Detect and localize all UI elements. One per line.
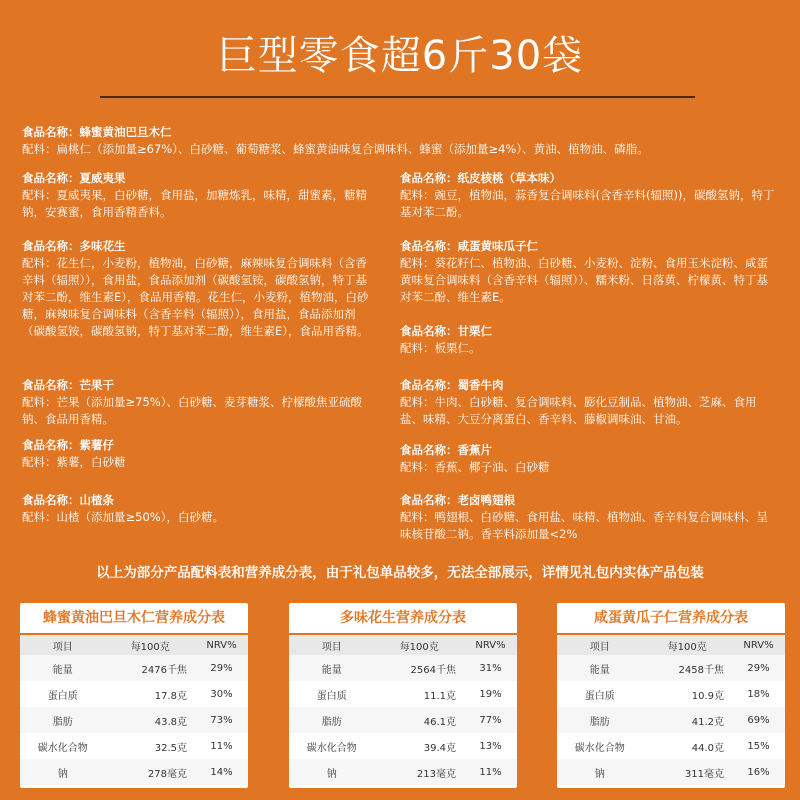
table-row [289, 733, 517, 759]
cell-nrv: 14% [195, 759, 248, 785]
table-row [289, 655, 517, 681]
product-name: 食品名称：芒果干 [22, 378, 114, 392]
table-row [20, 759, 248, 785]
col-header-per100g: 每100克 [105, 635, 195, 655]
product-ingredients: 配料：豌豆，植物油，蒜香复合调味料(含香辛料(辐照))，碳酸氢钠，特丁基对苯二酚。 [400, 188, 775, 219]
product-name: 食品名称：蜂蜜黄油巴旦木仁 [22, 125, 172, 139]
cell-item: 蛋白质 [584, 690, 615, 702]
col-header-item: 项目 [20, 635, 105, 655]
table-row [289, 759, 517, 785]
product-ingredients: 配料：夏威夷果，白砂糖，食用盐，加糖炼乳，味精，甜蜜素，糖精钠，安赛蜜，食用香精香料。 [22, 188, 367, 219]
product-ingredients: 配料：紫薯，白砂糖 [22, 455, 126, 469]
product-ingredients: 配料：牛肉、白砂糖、复合调味料、膨化豆制品、植物油、芝麻、食用盐、味精、大豆分离蛋白、香辛料、藤椒调味油、甘油。 [400, 395, 757, 426]
product-ingredients: 配料：扁桃仁（添加量≥67%）、白砂糖、葡萄糖浆、蜂蜜黄油味复合调味料、蜂蜜（添加量≥4%）、黄油、植物油、磷脂。 [22, 142, 649, 156]
product-entry-banana [400, 442, 775, 476]
cell-item: 碳水化合物 [37, 742, 88, 754]
cell-item: 碳水化合物 [306, 742, 357, 754]
cell-nrv: 13% [479, 740, 502, 752]
col-header-nrv: NRV% [732, 635, 785, 655]
cell-item: 能量 [20, 655, 105, 681]
disclaimer-note: 以上为部分产品配料表和营养成分表，由于礼包单品较多，无法全部展示，详情见礼包内实体产品包装 [96, 565, 704, 581]
col-header-per100g: 每100克 [642, 635, 732, 655]
cell-nrv: 29% [195, 655, 248, 681]
product-ingredients: 配料：板栗仁。 [400, 341, 481, 355]
cell-nrv: 69% [732, 707, 785, 733]
nutrition-grid [289, 635, 517, 785]
col-header-item: 项目 [289, 635, 374, 655]
col-header-per100g: 每100克 [374, 635, 464, 655]
table-row [20, 681, 248, 707]
product-name: 食品名称：香蕉片 [400, 443, 492, 457]
product-entry-almond [22, 124, 762, 158]
cell-value: 213毫克 [374, 759, 464, 785]
nutrition-grid [20, 635, 248, 785]
cell-item: 脂肪 [557, 707, 642, 733]
product-entry-purple-potato [22, 437, 372, 471]
product-ingredients: 配料：鸭翅根、白砂糖、食用盐、味精、植物油、香辛料复合调味料、呈味核苷酸二钠。香辛料添加量<2% [400, 510, 768, 541]
product-name: 食品名称：咸蛋黄味瓜子仁 [400, 239, 538, 253]
cell-value: 11.1克 [423, 690, 456, 702]
col-header-nrv: NRV% [464, 635, 517, 655]
nutrition-table-title: 多味花生营养成分表 [289, 603, 517, 635]
product-name: 食品名称：纸皮核桃（草本味） [400, 171, 561, 185]
cell-nrv: 15% [747, 740, 770, 752]
cell-value: 44.0克 [691, 742, 724, 754]
table-row [557, 655, 785, 681]
product-name: 食品名称：蜀香牛肉 [400, 378, 504, 392]
product-name: 食品名称：山楂条 [22, 493, 114, 507]
cell-value: 32.5克 [154, 742, 187, 754]
product-entry-beef [400, 377, 775, 428]
cell-item: 能量 [557, 655, 642, 681]
product-entry-mango [22, 377, 372, 428]
cell-value: 41.2克 [642, 707, 732, 733]
product-name: 食品名称：多味花生 [22, 239, 126, 253]
cell-item: 脂肪 [20, 707, 105, 733]
product-entry-macadamia [22, 170, 372, 221]
nutrition-table-title: 蜂蜜黄油巴旦木仁营养成分表 [20, 603, 248, 635]
cell-item: 蛋白质 [316, 690, 347, 702]
product-name: 食品名称：紫薯仔 [22, 438, 114, 452]
cell-nrv: 11% [464, 759, 517, 785]
nutrition-grid [557, 635, 785, 785]
product-entry-hawthorn [22, 492, 372, 526]
cell-value: 2458千焦 [642, 655, 732, 681]
product-name: 食品名称：夏威夷果 [22, 171, 126, 185]
product-ingredients: 配料：葵花籽仁、植物油、白砂糖、小麦粉、淀粉、食用玉米淀粉、咸蛋黄味复合调味料（含香辛料（辐照））、糯米粉、日落黄、柠檬黄、特丁基对苯二酚、维生素E。 [400, 256, 768, 304]
page-title: 巨型零食超6斤30袋 [216, 33, 584, 79]
product-entry-chestnut [400, 323, 775, 357]
product-entry-peanut [22, 238, 372, 340]
nutrition-table-peanut [289, 603, 517, 788]
cell-item: 碳水化合物 [574, 742, 625, 754]
cell-nrv: 73% [195, 707, 248, 733]
cell-item: 能量 [289, 655, 374, 681]
table-row [20, 707, 248, 733]
cell-value: 10.9克 [691, 690, 724, 702]
product-name: 食品名称：老卤鸭翅根 [400, 493, 515, 507]
cell-value: 2564千焦 [374, 655, 464, 681]
table-row [557, 733, 785, 759]
cell-nrv: 31% [464, 655, 517, 681]
nutrition-table-title: 咸蛋黄瓜子仁营养成分表 [557, 603, 785, 635]
col-header-item: 项目 [557, 635, 642, 655]
cell-item: 蛋白质 [47, 690, 78, 702]
nutrition-table-sunflower [557, 603, 785, 788]
product-ingredients: 配料：芒果（添加量≥75%）、白砂糖、麦芽糖浆、柠檬酸焦亚硫酸钠、食品用香精。 [22, 395, 362, 426]
cell-nrv: 16% [732, 759, 785, 785]
cell-value: 39.4克 [423, 742, 456, 754]
table-row [289, 681, 517, 707]
title-divider [100, 96, 695, 98]
cell-nrv: 18% [747, 688, 770, 700]
cell-item: 脂肪 [289, 707, 374, 733]
cell-value: 17.8克 [154, 690, 187, 702]
cell-value: 46.1克 [374, 707, 464, 733]
table-row [557, 707, 785, 733]
cell-item: 钠 [557, 759, 642, 785]
cell-value: 278毫克 [105, 759, 195, 785]
table-row [289, 707, 517, 733]
col-header-nrv: NRV% [195, 635, 248, 655]
product-entry-sunflower [400, 238, 775, 306]
product-ingredients: 配料：香蕉、椰子油、白砂糖 [400, 460, 550, 474]
nutrition-table-almond [20, 603, 248, 788]
cell-nrv: 30% [210, 688, 233, 700]
cell-value: 311毫克 [642, 759, 732, 785]
cell-nrv: 19% [479, 688, 502, 700]
product-entry-duck-wing [400, 492, 775, 543]
table-row [557, 759, 785, 785]
cell-item: 钠 [289, 759, 374, 785]
product-ingredients: 配料：山楂（添加量≥50%），白砂糖。 [22, 510, 224, 524]
cell-item: 钠 [20, 759, 105, 785]
product-entry-walnut [400, 170, 775, 221]
table-row [20, 655, 248, 681]
product-ingredients: 配料：花生仁，小麦粉，植物油，白砂糖，麻辣味复合调味料（含香辛料（辐照）），食用盐，食品添加剂（碳酸氢铵，碳酸氢钠，特丁基对苯二酚，维生素E），食品用香精。花生仁，小麦粉，植物油，白砂糖，麻辣味复合调味料（含香辛料（辐照）），食用盐，食品添加剂（碳酸氢铵，碳酸氢钠，特丁基对苯二酚，维生素E），食品用香精。 [22, 256, 369, 338]
table-row [557, 681, 785, 707]
cell-nrv: 77% [464, 707, 517, 733]
cell-nrv: 11% [210, 740, 233, 752]
cell-value: 43.8克 [105, 707, 195, 733]
cell-nrv: 29% [732, 655, 785, 681]
cell-value: 2476千焦 [105, 655, 195, 681]
product-name: 食品名称：甘栗仁 [400, 324, 492, 338]
table-row [20, 733, 248, 759]
